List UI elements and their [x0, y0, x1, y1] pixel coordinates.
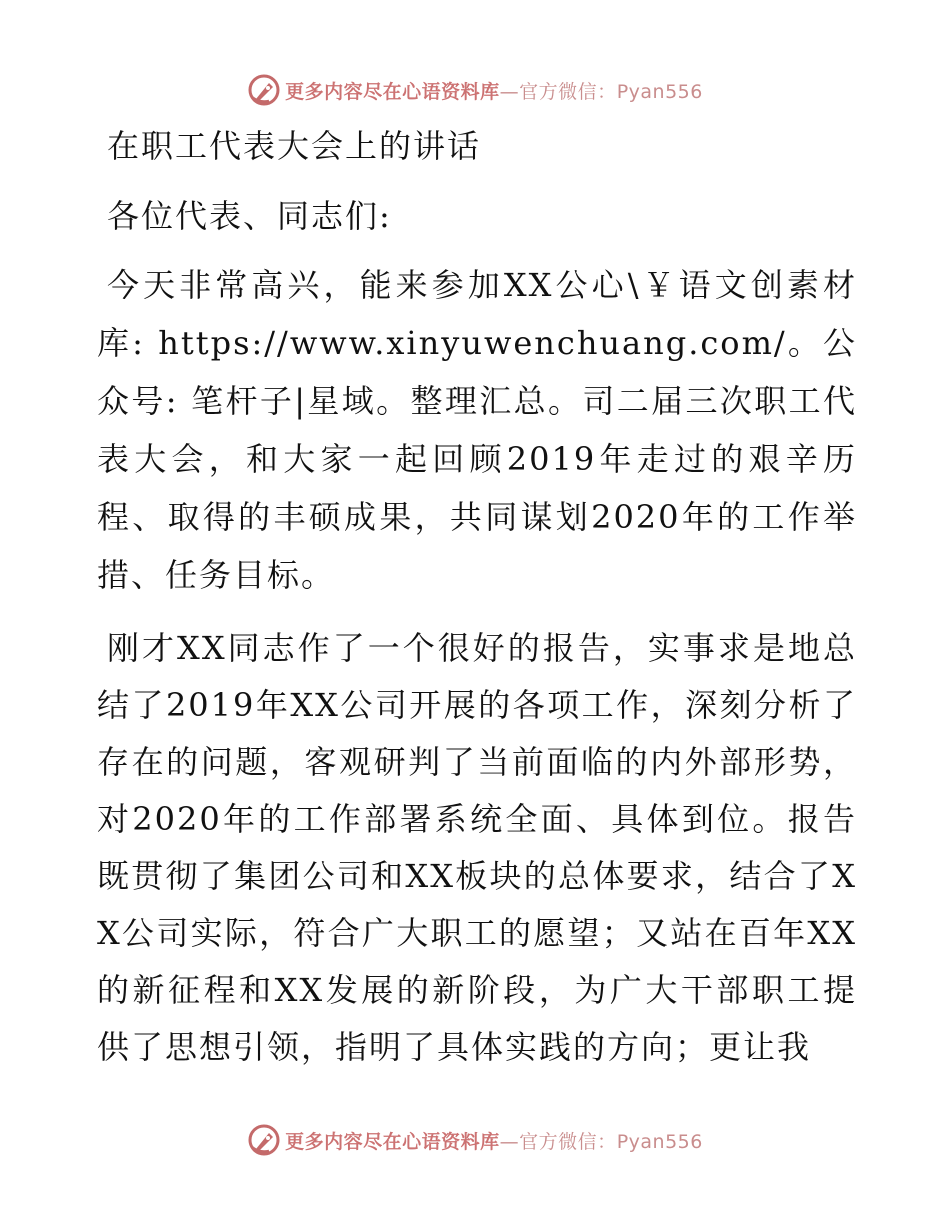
- watermark-wechat-id: Pyan556: [616, 1130, 703, 1153]
- watermark-main-text: 更多内容尽在心语资料库: [285, 1130, 500, 1153]
- document-title: 在职工代表大会上的讲话: [107, 127, 482, 165]
- footer-watermark: [0, 1120, 950, 1160]
- watermark-separator: —: [499, 1130, 520, 1153]
- watermark-wechat-label: 官方微信：: [519, 1130, 617, 1153]
- document-body: [97, 118, 857, 1076]
- header-watermark: [0, 70, 950, 110]
- salutation: 各位代表、同志们:: [107, 197, 392, 235]
- watermark-wechat-label: 官方微信：: [519, 80, 617, 103]
- paragraph: 刚才XX同志作了一个很好的报告，实事求是地总结了2019年XX公司开展的各项工作，深刻分析了存在的问题，客观研判了当前面临的内外部形势，对2020年的工作部署系统全面、具体到位。报告既贯彻了集团公司和XX板块的总体要求，结合了XX公司实际，符合广大职工的愿望；又站在百年XX的新征程和XX发展的新阶段，为广大干部职工提供了思想引领，指明了具体实践的方向；更让我: [97, 629, 857, 1066]
- pen-nib-logo-icon: [247, 73, 281, 107]
- watermark-wechat-id: Pyan556: [616, 80, 703, 103]
- watermark-main-text: 更多内容尽在心语资料库: [285, 80, 500, 103]
- pen-nib-logo-icon: [247, 1123, 281, 1157]
- paragraph: 今天非常高兴，能来参加XX公心\￥语文创素材库: https://www.xinyuwenchuang.com/。公众号: 笔杆子|星域。整理汇总。司二届三次职工代表大会，和大家一起回顾2019年走过的艰辛历程、取得的丰硕成果，共同谋划2020年的工作举措、任务目标。: [97, 266, 857, 594]
- watermark-separator: —: [499, 80, 520, 103]
